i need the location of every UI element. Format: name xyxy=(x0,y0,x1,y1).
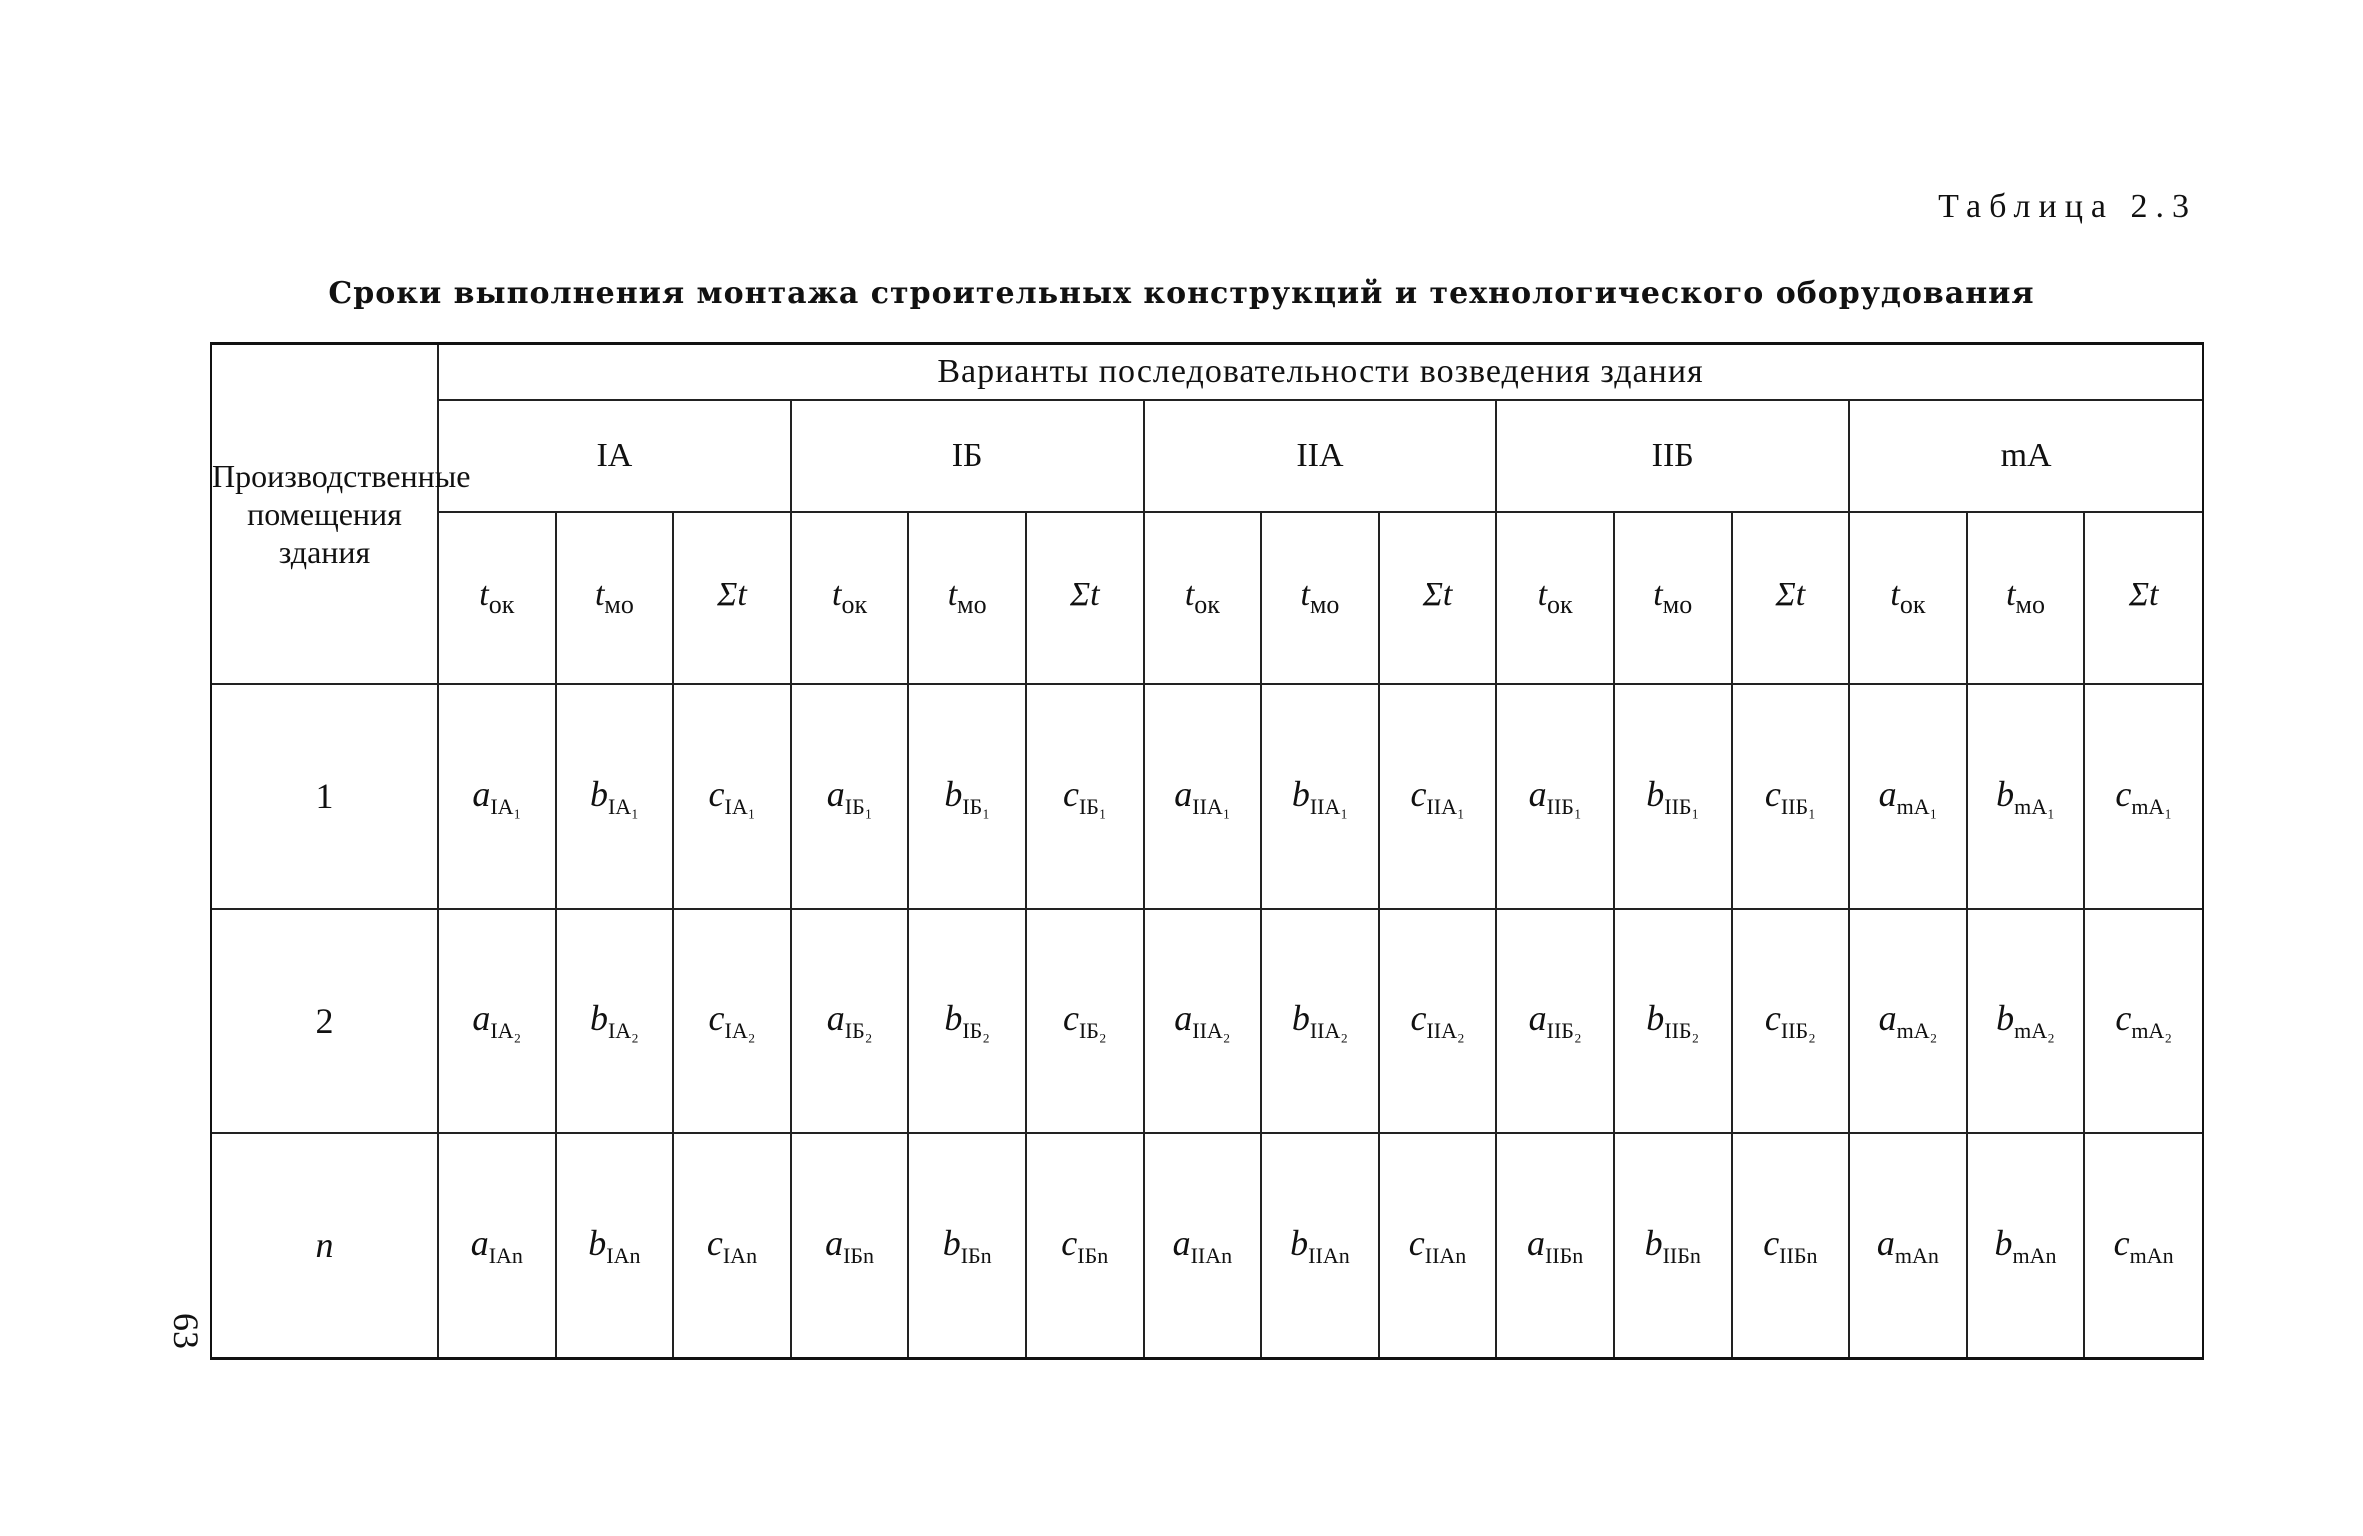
variants-header: Варианты последовательности возведения здания xyxy=(438,345,2202,400)
cell-symbol: b xyxy=(1996,773,2015,814)
cell-symbol: a xyxy=(1528,773,1547,814)
cell-symbol: b xyxy=(1646,998,1665,1039)
table-cell xyxy=(1849,1133,1967,1357)
table-label: Таблица 2.3 xyxy=(1938,188,2197,225)
parameter-subscript: мо xyxy=(957,590,987,620)
parameter-symbol: Σt xyxy=(717,576,747,614)
table-cell xyxy=(556,909,674,1133)
cell-subscript: IБ₁ xyxy=(1078,794,1107,820)
parameter-header xyxy=(438,512,556,684)
cell-subscript: IБ₂ xyxy=(844,1018,873,1044)
cell-symbol: b xyxy=(944,773,963,814)
cell-subscript: mАn xyxy=(2012,1242,2057,1268)
cell-symbol: c xyxy=(2115,998,2132,1039)
schedule-table-frame xyxy=(210,342,2204,1360)
cell-symbol: c xyxy=(1764,773,1781,814)
table-row xyxy=(212,909,2202,1133)
cell-subscript: IБn xyxy=(1077,1242,1109,1268)
table-cell xyxy=(1967,909,2085,1133)
cell-symbol: c xyxy=(1410,998,1427,1039)
cell-subscript: mАn xyxy=(2129,1242,2174,1268)
table-cell xyxy=(673,1133,791,1357)
table-cell xyxy=(1379,1133,1497,1357)
cell-subscript: IА₁ xyxy=(607,794,639,820)
table-cell xyxy=(908,684,1026,908)
cell-symbol: c xyxy=(1410,773,1427,814)
cell-subscript: mА₂ xyxy=(2131,1018,2172,1044)
parameter-header xyxy=(1614,512,1732,684)
table-cell xyxy=(1026,909,1144,1133)
table-row xyxy=(212,1133,2202,1357)
parameter-symbol: Σt xyxy=(1069,576,1100,614)
table-cell xyxy=(1379,684,1497,908)
cell-subscript: IIБ₁ xyxy=(1780,794,1816,820)
table-cell xyxy=(1261,1133,1379,1357)
table-cell xyxy=(1614,909,1732,1133)
cell-symbol: c xyxy=(706,1222,723,1263)
cell-symbol: b xyxy=(1291,773,1310,814)
cell-symbol: c xyxy=(1408,1222,1425,1263)
parameter-symbol: t xyxy=(1653,576,1663,614)
table-title: Сроки выполнения монтажа строительных конструкций и технологического оборудования xyxy=(328,276,2035,311)
row-label: n xyxy=(212,1133,438,1357)
cell-symbol: b xyxy=(589,773,608,814)
parameter-symbol: t xyxy=(947,576,958,614)
parameter-subscript: ок xyxy=(1547,590,1573,620)
cell-symbol: a xyxy=(1878,998,1897,1039)
cell-subscript: IIАn xyxy=(1190,1242,1233,1268)
table-cell xyxy=(1732,1133,1850,1357)
cell-subscript: IIБn xyxy=(1779,1242,1818,1268)
cell-subscript: mА₁ xyxy=(2014,794,2055,820)
table-cell xyxy=(556,684,674,908)
cell-symbol: c xyxy=(1763,1222,1780,1263)
parameter-header xyxy=(1026,512,1144,684)
table-cell xyxy=(791,1133,909,1357)
parameter-header xyxy=(791,512,909,684)
table-cell xyxy=(2084,684,2202,908)
table-cell xyxy=(438,1133,556,1357)
cell-subscript: IАn xyxy=(488,1242,523,1268)
table-cell xyxy=(673,684,791,908)
parameter-subscript: мо xyxy=(604,590,634,620)
cell-subscript: mА₂ xyxy=(1896,1018,1938,1044)
parameter-header xyxy=(2084,512,2202,684)
parameter-subscript: мо xyxy=(1309,590,1340,620)
cell-subscript: mАn xyxy=(1894,1242,1939,1268)
table-cell xyxy=(438,684,556,908)
parameter-subscript: ок xyxy=(1194,590,1220,620)
parameter-symbol: t xyxy=(832,576,842,614)
page-number: 63 xyxy=(166,1313,206,1349)
cell-subscript: IIА₁ xyxy=(1192,794,1231,820)
table-cell xyxy=(438,909,556,1133)
parameter-header xyxy=(1967,512,2085,684)
cell-symbol: a xyxy=(1528,998,1547,1039)
cell-subscript: IIА₁ xyxy=(1309,794,1349,820)
cell-symbol: b xyxy=(1996,998,2015,1039)
cell-symbol: c xyxy=(2115,773,2132,814)
cell-subscript: IIА₂ xyxy=(1426,1018,1465,1044)
parameter-symbol: t xyxy=(479,576,489,614)
table-cell xyxy=(2084,1133,2202,1357)
cell-symbol: a xyxy=(472,998,491,1039)
cell-subscript: IБn xyxy=(960,1242,992,1268)
parameter-subscript: мо xyxy=(1662,590,1693,620)
cell-symbol: c xyxy=(1061,1222,1078,1263)
parameter-header xyxy=(1144,512,1262,684)
table-cell xyxy=(1967,1133,2085,1357)
variant-group-header: IIБ xyxy=(1496,400,1849,512)
cell-subscript: IБn xyxy=(843,1242,875,1268)
parameter-header xyxy=(1379,512,1497,684)
table-cell xyxy=(1496,909,1614,1133)
cell-subscript: IIБ₂ xyxy=(1664,1018,1700,1044)
table-cell xyxy=(556,1133,674,1357)
cell-subscript: IАn xyxy=(722,1242,758,1268)
cell-symbol: b xyxy=(942,1222,961,1263)
table-cell xyxy=(1849,909,1967,1133)
cell-symbol: a xyxy=(1174,998,1193,1039)
cell-symbol: a xyxy=(470,1222,489,1263)
cell-subscript: IБ₂ xyxy=(962,1018,990,1044)
table-cell xyxy=(673,909,791,1133)
table-cell xyxy=(908,1133,1026,1357)
cell-symbol: a xyxy=(825,1222,844,1263)
table-cell xyxy=(1261,909,1379,1133)
table-cell xyxy=(1496,1133,1614,1357)
cell-subscript: IIБ₁ xyxy=(1664,794,1700,820)
cell-symbol: a xyxy=(1174,773,1193,814)
cell-subscript: IIАn xyxy=(1424,1242,1467,1268)
table-cell xyxy=(1379,909,1497,1133)
cell-subscript: IIА₁ xyxy=(1426,794,1465,820)
table-cell xyxy=(1967,684,2085,908)
cell-symbol: a xyxy=(1526,1222,1545,1263)
cell-symbol: b xyxy=(1994,1222,2013,1263)
cell-subscript: IIБn xyxy=(1544,1242,1584,1268)
cell-subscript: IIБn xyxy=(1662,1242,1701,1268)
table-cell xyxy=(791,909,909,1133)
parameter-symbol: Σt xyxy=(1775,576,1806,614)
parameter-subscript: ок xyxy=(841,590,868,620)
parameter-subscript: мо xyxy=(2015,590,2045,620)
table-cell xyxy=(1732,684,1850,908)
cell-subscript: IIАn xyxy=(1308,1242,1350,1268)
table-cell xyxy=(1144,909,1262,1133)
cell-symbol: c xyxy=(1764,998,1781,1039)
cell-symbol: a xyxy=(826,773,845,814)
cell-subscript: mА₁ xyxy=(2131,794,2172,820)
row-label: 2 xyxy=(212,909,438,1133)
table-cell xyxy=(1849,684,1967,908)
cell-subscript: IА₂ xyxy=(724,1018,756,1044)
cell-subscript: IБ₂ xyxy=(1078,1018,1107,1044)
cell-symbol: a xyxy=(826,998,845,1039)
cell-symbol: a xyxy=(472,773,491,814)
variant-group-header: IIА xyxy=(1144,400,1497,512)
table-cell xyxy=(1144,1133,1262,1357)
parameter-symbol: Σt xyxy=(1422,576,1453,614)
table-row xyxy=(212,684,2202,908)
cell-subscript: IIБ₁ xyxy=(1546,794,1582,820)
cell-subscript: IА₁ xyxy=(490,794,522,820)
cell-symbol: b xyxy=(944,998,963,1039)
table-cell xyxy=(1026,684,1144,908)
cell-subscript: IА₁ xyxy=(724,794,756,820)
cell-subscript: IIА₂ xyxy=(1192,1018,1231,1044)
parameter-subscript: ок xyxy=(488,590,515,620)
table-cell xyxy=(1614,684,1732,908)
table-cell xyxy=(1026,1133,1144,1357)
cell-symbol: a xyxy=(1172,1222,1191,1263)
cell-symbol: a xyxy=(1878,773,1897,814)
cell-subscript: IА₂ xyxy=(490,1018,522,1044)
cell-symbol: b xyxy=(589,998,608,1039)
table-cell xyxy=(908,909,1026,1133)
table-cell xyxy=(2084,909,2202,1133)
parameter-symbol: t xyxy=(1300,576,1310,614)
cell-symbol: c xyxy=(1062,998,1079,1039)
schedule-table xyxy=(212,345,2202,1357)
cell-subscript: mА₁ xyxy=(1896,794,1938,820)
cell-symbol: c xyxy=(1062,773,1079,814)
rooms-column-header: Производственные помещения здания xyxy=(212,345,438,684)
parameter-symbol: t xyxy=(1537,576,1548,614)
cell-subscript: mА₂ xyxy=(2014,1018,2055,1044)
cell-symbol: b xyxy=(1291,998,1310,1039)
table-cell xyxy=(791,684,909,908)
cell-subscript: IIБ₂ xyxy=(1780,1018,1816,1044)
variant-group-header: mА xyxy=(1849,400,2202,512)
table-cell xyxy=(1261,684,1379,908)
cell-symbol: b xyxy=(588,1222,607,1263)
parameter-subscript: ок xyxy=(1899,590,1926,620)
parameter-header xyxy=(1261,512,1379,684)
parameter-header xyxy=(908,512,1026,684)
row-label: 1 xyxy=(212,684,438,908)
table-cell xyxy=(1496,684,1614,908)
cell-subscript: IБ₁ xyxy=(962,794,990,820)
parameter-symbol: t xyxy=(1890,576,1900,614)
cell-symbol: c xyxy=(2113,1222,2130,1263)
cell-symbol: b xyxy=(1646,773,1665,814)
parameter-header xyxy=(1496,512,1614,684)
parameter-header xyxy=(1849,512,1967,684)
parameter-header xyxy=(673,512,791,684)
variant-group-header: IА xyxy=(438,400,791,512)
parameter-symbol: t xyxy=(2006,576,2016,614)
cell-symbol: b xyxy=(1644,1222,1663,1263)
cell-symbol: a xyxy=(1876,1222,1895,1263)
parameter-header xyxy=(1732,512,1850,684)
table-cell xyxy=(1614,1133,1732,1357)
cell-symbol: b xyxy=(1290,1222,1309,1263)
cell-subscript: IБ₁ xyxy=(844,794,873,820)
parameter-symbol: Σt xyxy=(2128,576,2159,614)
table-cell xyxy=(1732,909,1850,1133)
parameter-symbol: t xyxy=(594,576,605,614)
cell-subscript: IА₂ xyxy=(607,1018,639,1044)
cell-subscript: IАn xyxy=(606,1242,641,1268)
cell-symbol: c xyxy=(708,773,725,814)
variant-group-header: IБ xyxy=(791,400,1144,512)
cell-subscript: IIА₂ xyxy=(1309,1018,1349,1044)
parameter-header xyxy=(556,512,674,684)
cell-symbol: c xyxy=(708,998,725,1039)
parameter-symbol: t xyxy=(1184,576,1195,614)
table-cell xyxy=(1144,684,1262,908)
cell-subscript: IIБ₂ xyxy=(1546,1018,1582,1044)
